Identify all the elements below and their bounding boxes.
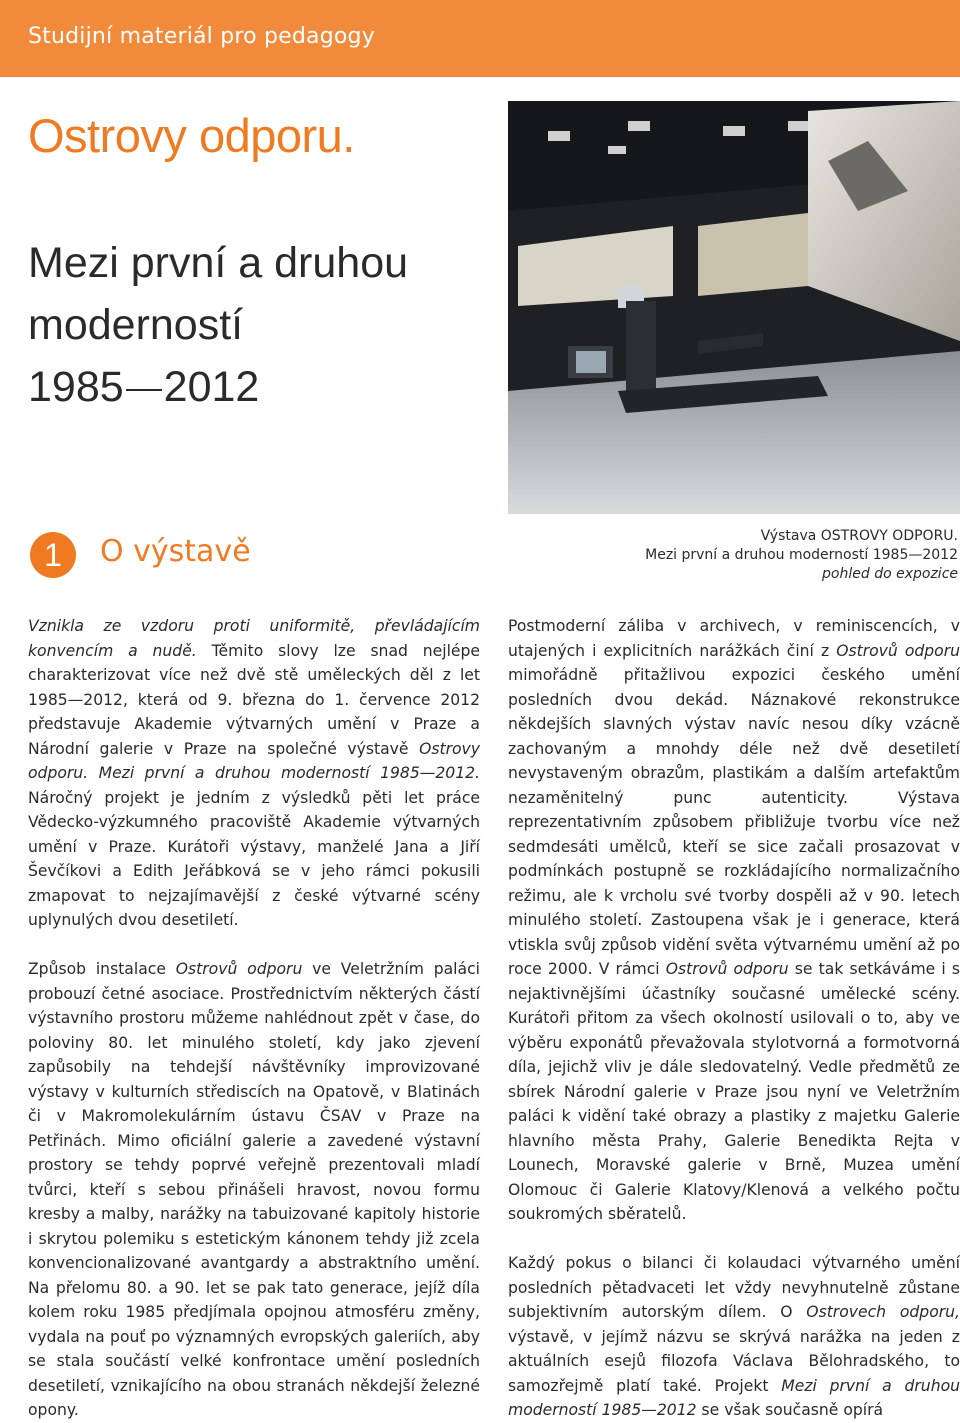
caption-line-2: Mezi první a druhou moderností 1985—2012: [645, 547, 958, 563]
subtitle-years: [28, 356, 408, 418]
subtitle-line-2: moderností: [28, 301, 244, 349]
year-end: 2012: [163, 363, 260, 411]
text-run: Těmito slovy lze snad nejlépe charakterizovat více než dvě stě uměleckých děl z let 1985—2012, která od 9. března do 1. července 2012 představuje Akademie výtvarných umění v Praze a Národní galerie v Praze na společné výstavě: [28, 641, 480, 758]
subtitle-line-1: Mezi první a druhou: [28, 239, 409, 287]
text-run: mimořádně přitažlivou expozici českého umění posledních dvou dekád. Náznakové rekonstrukce někdejších slavných výstav navíc nesou díky vzácně zachovaným a mnohdy déle než dvě desetiletí nevystaveným obrazům, plastikám a dalším artefaktům nezaměnitelný punc autenticity. Výstava reprezentativním způsobem přibližuje tvorbu více než sedmdesáti umělců, kteří se sice začali prosazovat v podmínkách postupně se rozkládajícího normalizačního režimu, ale k vrcholu své tvorby dospěli až v 90. letech minulého století. Zastoupena však je i generace, která vtiskla svůj způsob vidění světa výtvarnému umění až po roce 2000. V rámci: [508, 666, 960, 978]
text-run: Ostrovech odporu,: [806, 1303, 960, 1321]
text-run: Náročný projekt je jedním z výsledků pěti let práce Vědecko-výzkumného pracoviště Akademie výtvarných umění v Praze. Kurátoři výstavy, manželé Jana a Jiří Ševčíkovi a Edith Jeřábková se v jeho rámci pokusili zmapovat to nejzajímavější z české výtvarné scény uplynulých dvou desetiletí.: [28, 788, 480, 929]
text-run: výstavě, v jejímž názvu se skrývá narážka na jeden z aktuálních esejů filozofa Václava Bělohradského, to samozřejmě platí také. Projekt: [508, 1327, 960, 1395]
year-start: 1985: [28, 363, 124, 411]
left-paragraph-2: [28, 957, 480, 1423]
exhibition-photo: [508, 101, 960, 514]
text-run: Vznikla ze vzdoru proti uniformitě, převládajícím konvencím a nudě.: [28, 617, 480, 660]
right-paragraph-1: [508, 614, 960, 1227]
text-run: Ostrovů odporu: [836, 641, 960, 660]
caption-line-3: pohled do expozice: [822, 566, 958, 582]
section-number: 1: [30, 532, 76, 578]
text-run: Ostrovů odporu: [175, 960, 303, 978]
left-paragraph-1: [28, 614, 480, 933]
text-run: Mezi první a druhou moderností 1985—2012: [508, 1376, 960, 1419]
right-paragraph-2: [508, 1251, 960, 1423]
page-subtitle: [28, 232, 408, 418]
text-run: se tak setkáváme i s nejaktivnějšími účastníky současné umělecké scény. Kurátoři přitom za všech okolností usilovali o to, aby ve výběru exponátů převažovala stylotvorná a formotvorná díla, jejichž vliv je dále sledovatelný. Vedle předmětů ze sbírek Národní galerie v Praze jsou nyní ve Veletržním paláci k vidění také obrazy a plastiky z majetku Galerie hlavního města Prahy, Galerie Benedikta Rejta v Lounech, Moravské galerie v Brně, Muzea umění Olomouc či Galerie Klatovy/Klenová a velkého počtu soukromých sběratelů.: [508, 960, 960, 1223]
caption-line-1: Výstava OSTROVY ODPORU.: [760, 528, 958, 544]
text-run: Postmoderní záliba v archivech, v reminiscencích, v utajených i explicitních narážkách činí z: [508, 617, 960, 660]
photo-caption: [645, 527, 958, 584]
section-title: O výstavě: [100, 534, 251, 569]
text-run: Ostrovy odporu. Mezi první a druhou moderností 1985—2012.: [28, 739, 480, 782]
text-run: Způsob instalace: [28, 960, 176, 978]
year-dash: [126, 389, 162, 391]
text-run: se však současně opírá: [696, 1401, 884, 1419]
right-column: [508, 614, 960, 1423]
page-title: Ostrovy odporu.: [28, 109, 355, 162]
header-banner: [0, 0, 960, 77]
banner-text: Studijní materiál pro pedagogy: [28, 24, 375, 49]
text-run: ve Veletržním paláci probouzí četné asociace. Prostřednictvím některých částí výstavního prostoru můžeme nahlédnout zpět v čase, do poloviny 80. let minulého století, kdy jako zjevení zapůsobily na tehdejší návštěvníky improvizované výstavy v kulturních střediscích na Opatově, v Blatinách či v Makromolekulárním ústavu ČSAV v Praze na Petřinách. Mimo oficiální galerie a zavedené výstavní prostory se tehdy poprvé veřejně prezentovali mladí tvůrci, kteří s sebou přinášeli hravost, novou formu kresby a malby, narážky na tabuizované kapitoly historie i skrytou polemiku s estetickým kánonem tehdy již zcela konvencionalizované avantgardy a abstraktního umění. Na přelomu 80. a 90. let se pak tato generace, jejíž díla kolem roku 1985 předjímala opojnou atmosféru změny, vydala na pouť po významných evropských galeriích, aby se stala součástí velké konfrontace umění posledních desetiletí, vznikajícího na obou stranách někdejší železné opony.: [28, 960, 480, 1419]
text-run: Každý pokus o bilanci či kolaudaci výtvarného umění posledních pětadvaceti let vždy nevyhnutelně zůstane subjektivním autorským dílem. O: [508, 1254, 960, 1321]
text-run: Ostrovů odporu: [665, 960, 789, 978]
left-column: [28, 614, 480, 1423]
